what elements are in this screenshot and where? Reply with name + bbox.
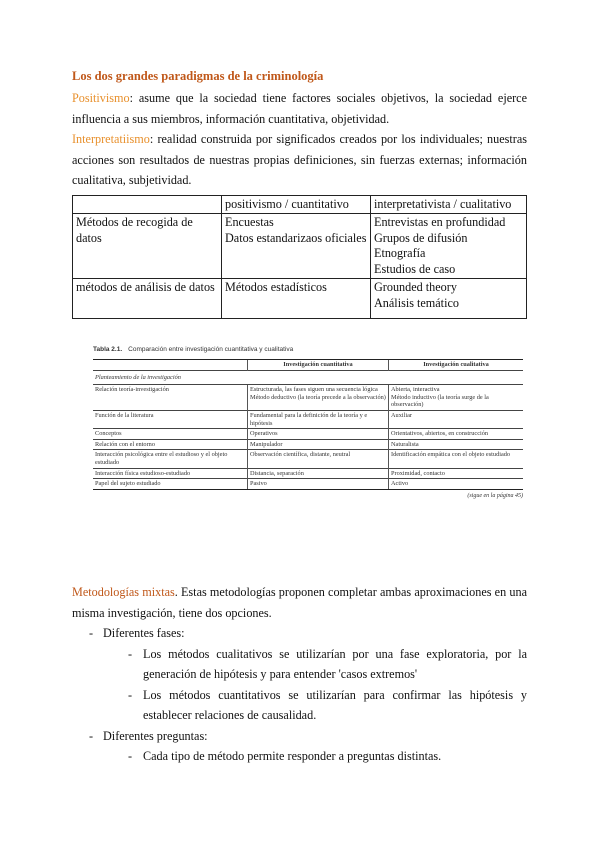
- table-cell: [371, 214, 527, 279]
- table-header-row: [73, 195, 527, 214]
- sub-item-text: Los métodos cuantitativos se utilizarían para confirmar las hipótesis y establecer relaciones de causalidad.: [143, 687, 527, 722]
- continuation-note: (sigue en la página 45): [467, 492, 523, 499]
- positivism-paragraph: [72, 88, 527, 129]
- sub-list-item: [103, 644, 527, 685]
- interpretivism-text: : realidad construida por significados creados por los individuales; nuestras acciones son resultados de nuestras propias definiciones, sin fuerzas externas; información cualitativa, subjetividad.: [72, 132, 527, 187]
- comparison-row-label: Interacción psicológica entre el estudioso y el objeto estudiado: [93, 450, 248, 468]
- cell-line: Métodos estadísticos: [225, 280, 327, 294]
- comparison-cell: Auxiliar: [389, 410, 524, 428]
- sub-list: [103, 746, 527, 767]
- comparison-cell: Proximidad, contacto: [389, 468, 524, 479]
- comparison-cell: Fundamental para la definición de la teoría y e hipótesis: [248, 410, 389, 428]
- cell-line: Encuestas: [225, 215, 274, 229]
- table-header-cell: [73, 195, 222, 214]
- cell-line: Etnografía: [374, 246, 426, 260]
- comparison-row: [93, 439, 523, 450]
- table-row-label: métodos de análisis de datos: [73, 279, 222, 319]
- comparison-row: [93, 468, 523, 479]
- paradigm-table: [72, 195, 527, 320]
- sub-item-text: Cada tipo de método permite responder a preguntas distintas.: [143, 749, 442, 763]
- comparison-cell: Pasivo: [248, 479, 389, 490]
- interpretivism-paragraph: [72, 129, 527, 191]
- sub-list-item: [103, 685, 527, 726]
- scanned-table-label: Tabla 2.1.: [93, 346, 123, 353]
- comparison-cell: Observación científica, distante, neutral: [248, 450, 389, 468]
- mixed-methods-section: [72, 582, 527, 767]
- comparison-cell: Identificación empática con el objeto estudiado: [389, 450, 524, 468]
- comparison-row: [93, 479, 523, 490]
- table-cell: [222, 279, 371, 319]
- comparison-row-label: Papel del sujeto estudiado: [93, 479, 248, 490]
- comparison-cell: Distancia, separación: [248, 468, 389, 479]
- cell-line: Grupos de difusión: [374, 230, 468, 245]
- comparison-section-row: [93, 370, 523, 385]
- comparison-row-label: Función de la literatura: [93, 410, 248, 428]
- table-row-label: Métodos de recogida de datos: [73, 214, 222, 279]
- comparison-table: [93, 359, 523, 490]
- list-item: [72, 623, 527, 726]
- comparison-cell: Abierta, interactiva Método inductivo (la teoría surge de la observación): [389, 385, 524, 411]
- table-header-cell: interpretativista / cualitativo: [371, 195, 527, 214]
- section-heading: Los dos grandes paradigmas de la criminología: [72, 69, 324, 83]
- comparison-cell: Activo: [389, 479, 524, 490]
- cell-line: Análisis temático: [374, 295, 459, 310]
- mixed-options-list: [72, 623, 527, 767]
- cell-line: Estudios de caso: [374, 261, 456, 276]
- comparison-row-label: Relación con el entorno: [93, 439, 248, 450]
- table-row: [73, 214, 527, 279]
- comparison-cell: Operativos: [248, 429, 389, 440]
- document-body: [72, 68, 527, 319]
- scanned-table-title: Comparación entre investigación cuantitativa y cualitativa: [128, 346, 294, 353]
- comparison-header-cell: Investigación cuantitativa: [248, 360, 389, 371]
- comparison-row: [93, 429, 523, 440]
- comparison-row-label: Conceptos: [93, 429, 248, 440]
- mixed-paragraph: [72, 582, 527, 623]
- comparison-row-label: Relación teoría-investigación: [93, 385, 248, 411]
- comparison-section-label: Planteamiento de la investigación: [93, 370, 523, 385]
- list-item: [72, 726, 527, 767]
- comparison-header-cell: Investigación cualitativa: [389, 360, 524, 371]
- list-item-label: Diferentes fases:: [103, 626, 185, 640]
- positivism-text: : asume que la sociedad tiene factores sociales objetivos, la sociedad ejerce influencia a sus miembros, información cuantitativa, objetividad.: [72, 91, 527, 126]
- comparison-cell: Orientativos, abiertos, en construcción: [389, 429, 524, 440]
- positivism-term: Positivismo: [72, 91, 130, 105]
- table-cell: [222, 214, 371, 279]
- mixed-term: Metodologías mixtas: [72, 585, 175, 599]
- comparison-header-row: [93, 360, 523, 371]
- bullet-dash: -: [128, 646, 133, 661]
- list-item-label: Diferentes preguntas:: [103, 728, 208, 743]
- cell-line: Grounded theory: [374, 280, 457, 294]
- comparison-row: [93, 450, 523, 468]
- sub-list: [103, 644, 527, 726]
- comparison-row: [93, 410, 523, 428]
- bullet-dash: -: [89, 728, 94, 743]
- comparison-cell: Naturalista: [389, 439, 524, 450]
- bullet-dash: -: [128, 749, 133, 763]
- comparison-row-label: Interacción física estudioso-estudiado: [93, 468, 248, 479]
- sub-item-text: Los métodos cualitativos se utilizarían por una fase exploratoria, por la generación de hipótesis y para entender 'casos extremos': [143, 646, 527, 681]
- comparison-row: [93, 385, 523, 411]
- comparison-cell: Manipulador: [248, 439, 389, 450]
- table-header-cell: positivismo / cuantitativo: [222, 195, 371, 214]
- table-row: [73, 279, 527, 319]
- cell-line: Entrevistas en profundidad: [374, 215, 506, 229]
- table-cell: [371, 279, 527, 319]
- comparison-cell: Estructurada, las fases siguen una secuencia lógica Método deductivo (la teoría precede a la observación): [248, 385, 389, 411]
- scanned-comparison-table: [93, 346, 523, 499]
- scanned-table-caption: [93, 346, 523, 353]
- cell-line: Datos estandarizaos oficiales: [225, 230, 367, 245]
- bullet-dash: -: [128, 687, 133, 702]
- mixed-text: . Estas metodologías proponen completar ambas aproximaciones en una misma investigación, tiene dos opciones.: [72, 585, 527, 620]
- comparison-header-cell: [93, 360, 248, 371]
- sub-list-item: [103, 746, 527, 767]
- interpretivism-term: Interpretatiismo: [72, 132, 150, 146]
- bullet-dash: -: [89, 626, 94, 640]
